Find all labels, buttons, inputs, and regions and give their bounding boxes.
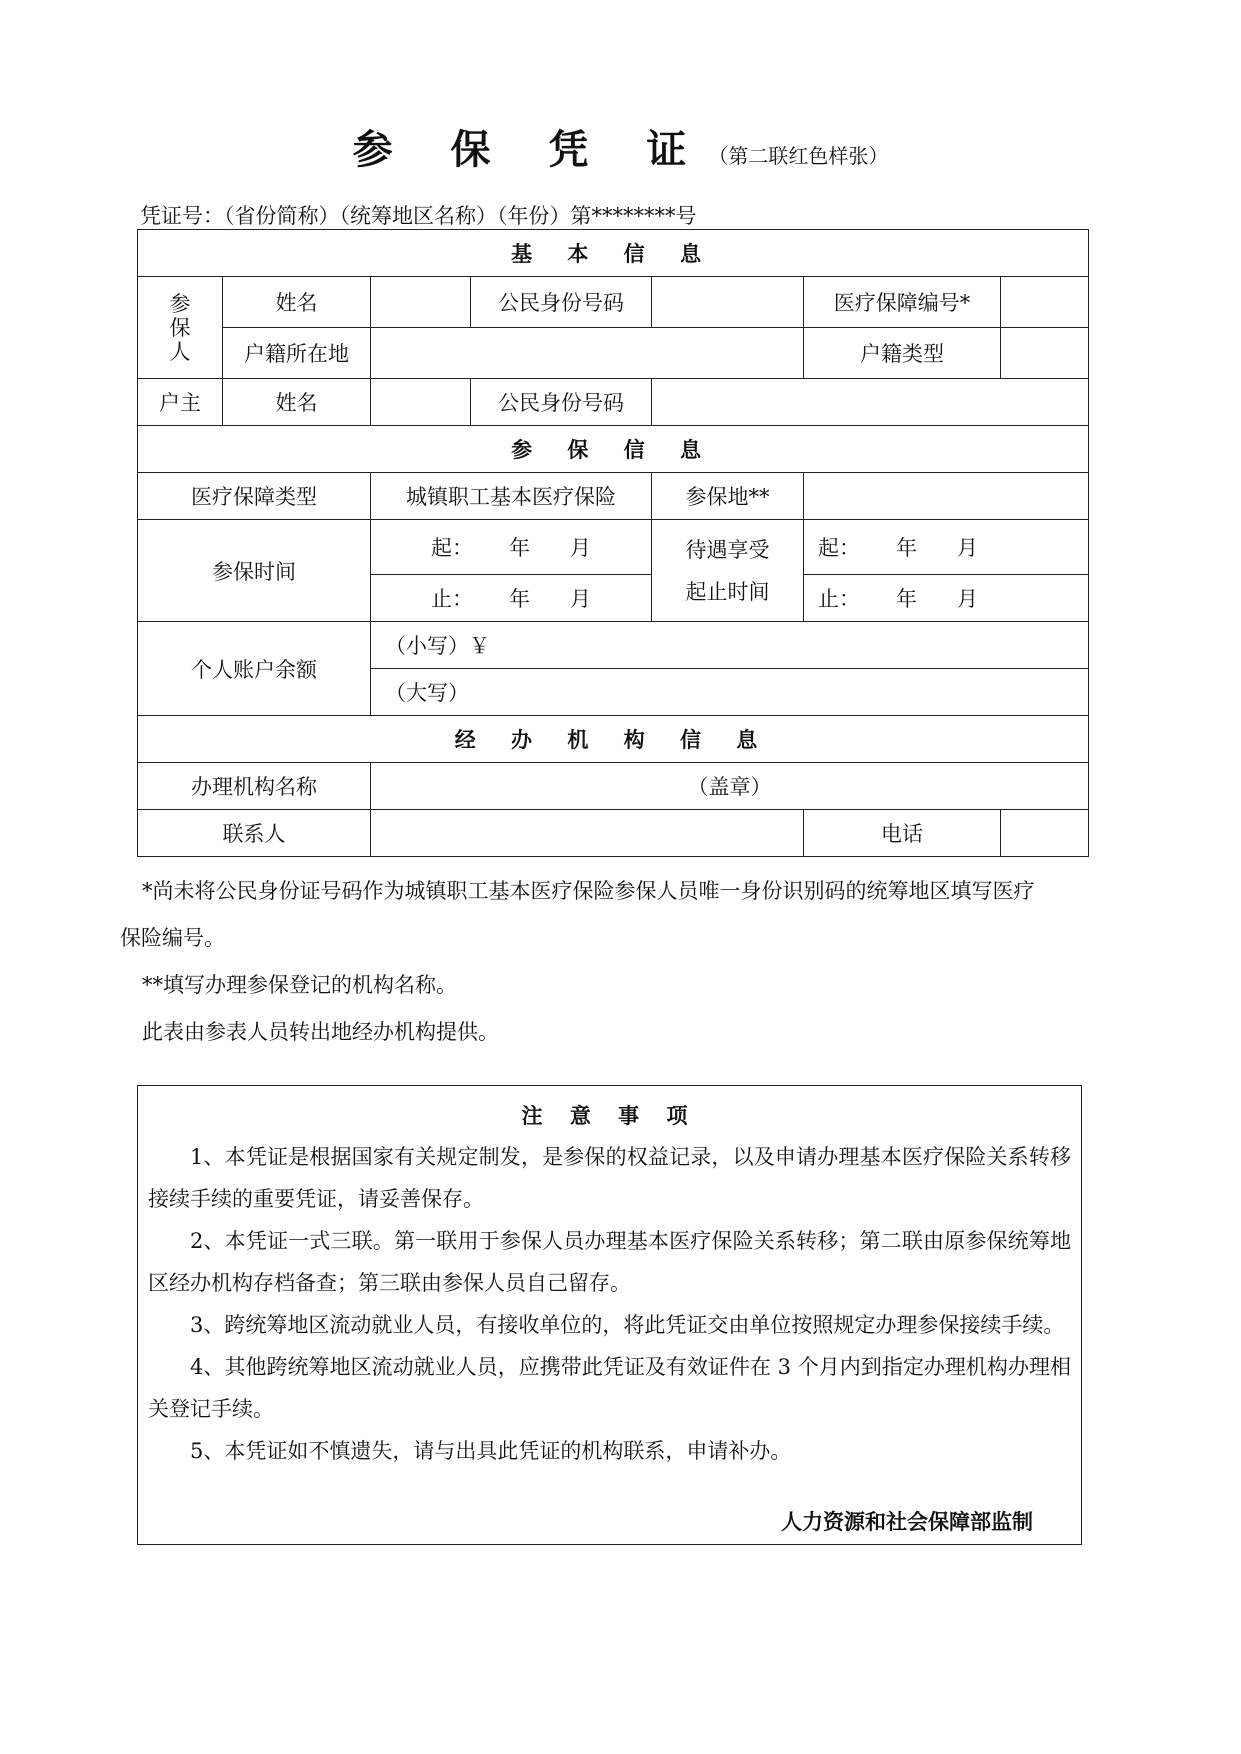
householder-id-label: 公民身份号码: [471, 379, 652, 426]
contact-person-label: 联系人: [138, 810, 371, 857]
benefit-period-label: 待遇享受 起止时间: [652, 520, 804, 622]
householder-name-label: 姓名: [223, 379, 371, 426]
issuer-signature: 人力资源和社会保障部监制: [781, 1510, 1033, 1534]
hukou-type-label: 户籍类型: [804, 328, 1001, 379]
householder-label: 户主: [138, 379, 223, 426]
document-title: 参 保 凭 证: [352, 126, 709, 173]
name-label: 姓名: [223, 277, 371, 328]
footnotes: [120, 868, 1120, 1056]
hukou-location-field[interactable]: [371, 328, 804, 379]
insured-period-end[interactable]: 止： 年 月: [371, 575, 652, 622]
phone-label: 电话: [804, 810, 1001, 857]
insured-period-start[interactable]: 起： 年 月: [371, 520, 652, 575]
footnote-1-cont: 保险编号。: [120, 926, 225, 950]
insurance-certificate-form: [137, 229, 1089, 857]
medical-type-label: 医疗保障类型: [138, 473, 371, 520]
hukou-location-label: 户籍所在地: [223, 328, 371, 379]
medical-security-number-field[interactable]: [1001, 277, 1089, 328]
benefit-period-start[interactable]: 起： 年 月: [804, 520, 1089, 575]
footnote-2: **填写办理参保登记的机构名称。: [142, 973, 457, 997]
notice-item: 1、本凭证是根据国家有关规定制发，是参保的权益记录，以及申请办理基本医疗保险关系转移接续手续的重要凭证，请妥善保存。: [148, 1145, 1071, 1211]
account-balance-label: 个人账户余额: [138, 622, 371, 716]
balance-uppercase-field[interactable]: （大写）: [371, 669, 1089, 716]
agency-name-label: 办理机构名称: [138, 763, 371, 810]
medical-type-value: 城镇职工基本医疗保险: [371, 473, 652, 520]
footnote-1: *尚未将公民身份证号码作为城镇职工基本医疗保险参保人员唯一身份识别码的统筹地区填写医疗: [142, 879, 1035, 903]
notice-item: 2、本凭证一式三联。第一联用于参保人员办理基本医疗保险关系转移；第二联由原参保统筹地区经办机构存档备查；第三联由参保人员自己留存。: [148, 1229, 1071, 1295]
benefit-period-end[interactable]: 止： 年 月: [804, 575, 1089, 622]
hukou-type-field[interactable]: [1001, 328, 1089, 379]
insured-place-field[interactable]: [804, 473, 1089, 520]
notice-title: 注 意 事 项: [521, 1104, 698, 1128]
balance-lowercase-field[interactable]: （小写）￥: [371, 622, 1089, 669]
section-basic-info: 基 本 信 息: [138, 230, 1089, 277]
notice-box: [137, 1085, 1082, 1545]
name-field[interactable]: [371, 277, 471, 328]
insured-place-label: 参保地**: [652, 473, 804, 520]
footnote-3: 此表由参表人员转出地经办机构提供。: [142, 1020, 499, 1044]
notice-body: [148, 1136, 1071, 1472]
agency-seal-field[interactable]: （盖章）: [371, 763, 1089, 810]
certificate-number: 凭证号：（省份简称）（统筹地区名称）（年份）第********号: [140, 204, 697, 228]
notice-item: 4、其他跨统筹地区流动就业人员，应携带此凭证及有效证件在 3 个月内到指定办理机构办理相关登记手续。: [148, 1355, 1071, 1421]
notice-item: 5、本凭证如不慎遗失，请与出具此凭证的机构联系，申请补办。: [190, 1439, 792, 1463]
medical-security-number-label: 医疗保障编号*: [804, 277, 1001, 328]
section-insurance-info: 参 保 信 息: [138, 426, 1089, 473]
contact-person-field[interactable]: [371, 810, 804, 857]
id-number-field[interactable]: [652, 277, 804, 328]
phone-field[interactable]: [1001, 810, 1089, 857]
section-agency-info: 经 办 机 构 信 息: [138, 716, 1089, 763]
notice-item: 3、跨统筹地区流动就业人员，有接收单位的，将此凭证交由单位按照规定办理参保接续手续。: [190, 1313, 1065, 1337]
id-number-label: 公民身份号码: [471, 277, 652, 328]
insured-person-label: 参 保 人: [138, 277, 223, 379]
document-title-area: [0, 118, 1241, 175]
document-subtitle: （第二联红色样张）: [708, 144, 889, 168]
householder-name-field[interactable]: [371, 379, 471, 426]
insured-period-label: 参保时间: [138, 520, 371, 622]
householder-id-field[interactable]: [652, 379, 1089, 426]
